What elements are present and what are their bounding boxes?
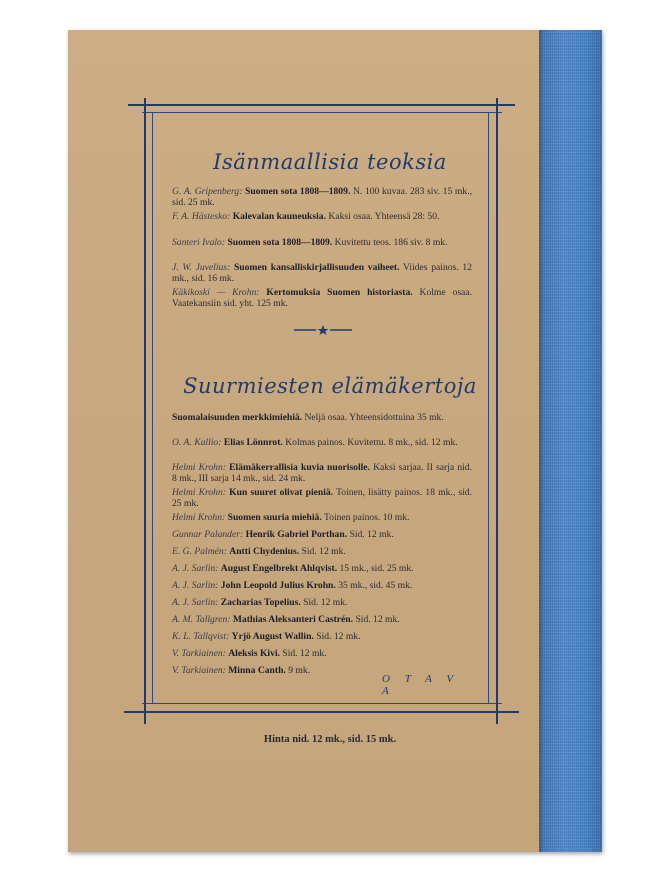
list-item: Gunnar Palander: Henrik Gabriel Porthan. Sid. 12 mk.: [172, 529, 394, 540]
price-line: Hinta nid. 12 mk., sid. 15 mk.: [263, 734, 397, 745]
section-title-biographies: Suurmiesten elämäkertoja: [183, 374, 477, 398]
list-item: Helmi Krohn: Kun suuret olivat pieniä. Toinen, lisätty painos. 18 mk., sid. 25 mk.: [172, 487, 472, 510]
list-item: V. Tarkiainen: Minna Canth. 9 mk.: [172, 665, 311, 676]
list-item: Helmi Krohn: Suomen suuria miehiä. Toinen painos. 10 mk.: [172, 512, 410, 523]
list-item: Helmi Krohn: Elämäkerrallisia kuvia nuorisolle. Kaksi sarjaa. II sarja nid. 8 mk., III sarja 14 mk., sid. 24 mk.: [172, 462, 472, 485]
list-item: Käkikoski — Krohn: Kertomuksia Suomen historiasta. Kolme osaa. Vaatekansiin sid. yht. 125 mk.: [172, 287, 472, 310]
list-item: O. A. Kallio: Elias Lönnrot. Kolmas painos. Kuvitettu. 8 mk., sid. 12 mk.: [172, 437, 458, 448]
list-item: F. A. Hästesko: Kalevalan kauneuksia. Kaksi osaa. Yhteensä 28: 50.: [172, 211, 440, 222]
publisher-name: O T A V A: [382, 673, 459, 697]
list-item: A. M. Tallgren: Mathias Aleksanteri Castrén. Sid. 12 mk.: [172, 614, 400, 625]
list-item: A. J. Sarlin: John Leopold Julius Krohn. 35 mk., sid. 45 mk.: [172, 580, 413, 591]
list-item: Suomalaisuuden merkkimiehiä. Neljä osaa. Yhteensidottuina 35 mk.: [172, 412, 444, 423]
star-divider-icon: [294, 322, 352, 338]
list-item: J. W. Juvelius: Suomen kansalliskirjallisuuden vaiheet. Viides painos. 12 mk., sid. 16 mk.: [172, 262, 472, 285]
list-item: G. A. Gripenberg: Suomen sota 1808—1809. N. 100 kuvaa. 283 siv. 15 mk., sid. 25 mk.: [172, 186, 472, 209]
list-item: A. J. Sarlin: Zacharias Topelius. Sid. 12 mk.: [172, 597, 348, 608]
list-item: A. J. Sarlin: August Engelbrekt Ahlqvist. 15 mk., sid. 25 mk.: [172, 563, 414, 574]
list-item: K. L. Tallqvist: Yrjö August Wallin. Sid. 12 mk.: [172, 631, 361, 642]
list-item: E. G. Palmén: Antti Chydenius. Sid. 12 mk.: [172, 546, 346, 557]
list-item: V. Tarkiainen: Aleksis Kivi. Sid. 12 mk.: [172, 648, 327, 659]
list-item: Santeri Ivalo: Suomen sota 1808—1809. Kuvitettu teos. 186 siv. 8 mk.: [172, 237, 448, 248]
section-title-patriotic: Isänmaallisia teoksia: [213, 150, 447, 174]
